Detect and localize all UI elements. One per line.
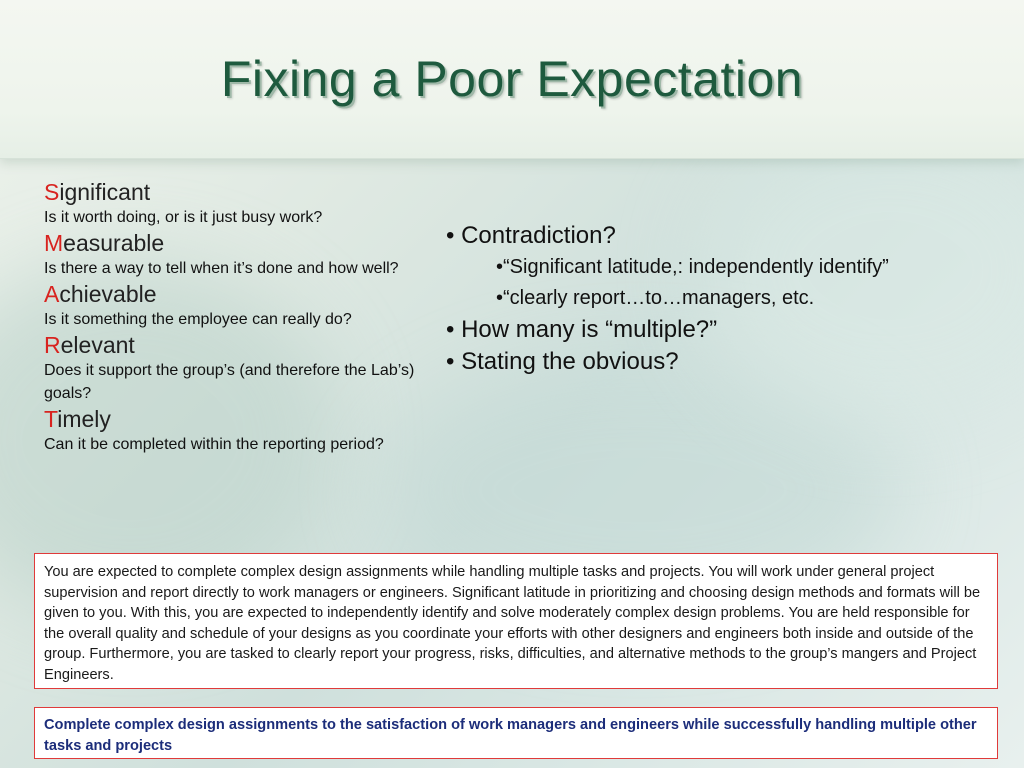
smart-item-relevant	[44, 331, 434, 405]
smart-description: Is it something the employee can really do?	[44, 311, 352, 328]
sub-bullet-latitude: •“Significant latitude,: independently identify”	[496, 256, 889, 278]
smart-heading	[44, 405, 434, 433]
smart-letter: S	[44, 179, 60, 205]
smart-heading-rest: chievable	[59, 281, 157, 307]
bullet-obvious: • Stating the obvious?	[446, 348, 679, 375]
smart-description: Does it support the group’s (and therefore the Lab’s) goals?	[44, 362, 415, 402]
smart-item-timely	[44, 405, 434, 456]
smart-heading	[44, 280, 434, 308]
smart-item-achievable	[44, 280, 434, 331]
smart-description: Is there a way to tell when it’s done and how well?	[44, 260, 399, 277]
smart-description: Can it be completed within the reporting period?	[44, 436, 384, 453]
smart-letter: R	[44, 332, 61, 358]
smart-heading-rest: imely	[57, 406, 111, 432]
smart-letter: A	[44, 281, 60, 307]
critique-bullet-list	[446, 220, 1016, 378]
revised-expectation-box	[34, 707, 998, 759]
smart-item-measurable	[44, 229, 434, 280]
smart-heading-rest: ignificant	[59, 179, 151, 205]
sub-bullet-report: •“clearly report…to…managers, etc.	[496, 287, 815, 309]
bullet-contradiction: • Contradiction?	[446, 222, 616, 249]
smart-letter: M	[44, 230, 64, 256]
revised-expectation-text: Complete complex design assignments to the satisfaction of work managers and engineers while successfully handling multiple other tasks and projects	[44, 717, 977, 754]
original-expectation-box	[34, 553, 998, 689]
smart-heading-rest: easurable	[63, 230, 165, 256]
smart-criteria-list	[44, 178, 434, 456]
title-band	[0, 0, 1024, 159]
smart-description: Is it worth doing, or is it just busy work?	[44, 209, 323, 226]
smart-heading	[44, 229, 434, 257]
smart-item-significant	[44, 178, 434, 229]
smart-heading-rest: elevant	[60, 332, 135, 358]
slide-title: Fixing a Poor Expectation	[220, 51, 804, 107]
smart-letter: T	[44, 406, 58, 432]
original-expectation-text: You are expected to complete complex design assignments while handling multiple tasks and projects. You will work under general project supervision and report directly to work managers or engineers. Significant latitude in prioritizing and choosing design methods and formats will be given to you. With this, you are expected to independently identify and solve moderately complex design problems. You are held responsible for the overall quality and schedule of your designs as you coordinate your efforts with other designers and engineers both inside and outside of the group. Furthermore, you are tasked to clearly report your progress, risks, difficulties, and alternative methods to the group’s mangers and Project Engineers.	[44, 564, 981, 683]
bullet-multiple: • How many is “multiple?”	[446, 316, 718, 343]
smart-heading	[44, 331, 434, 359]
smart-heading	[44, 178, 434, 206]
